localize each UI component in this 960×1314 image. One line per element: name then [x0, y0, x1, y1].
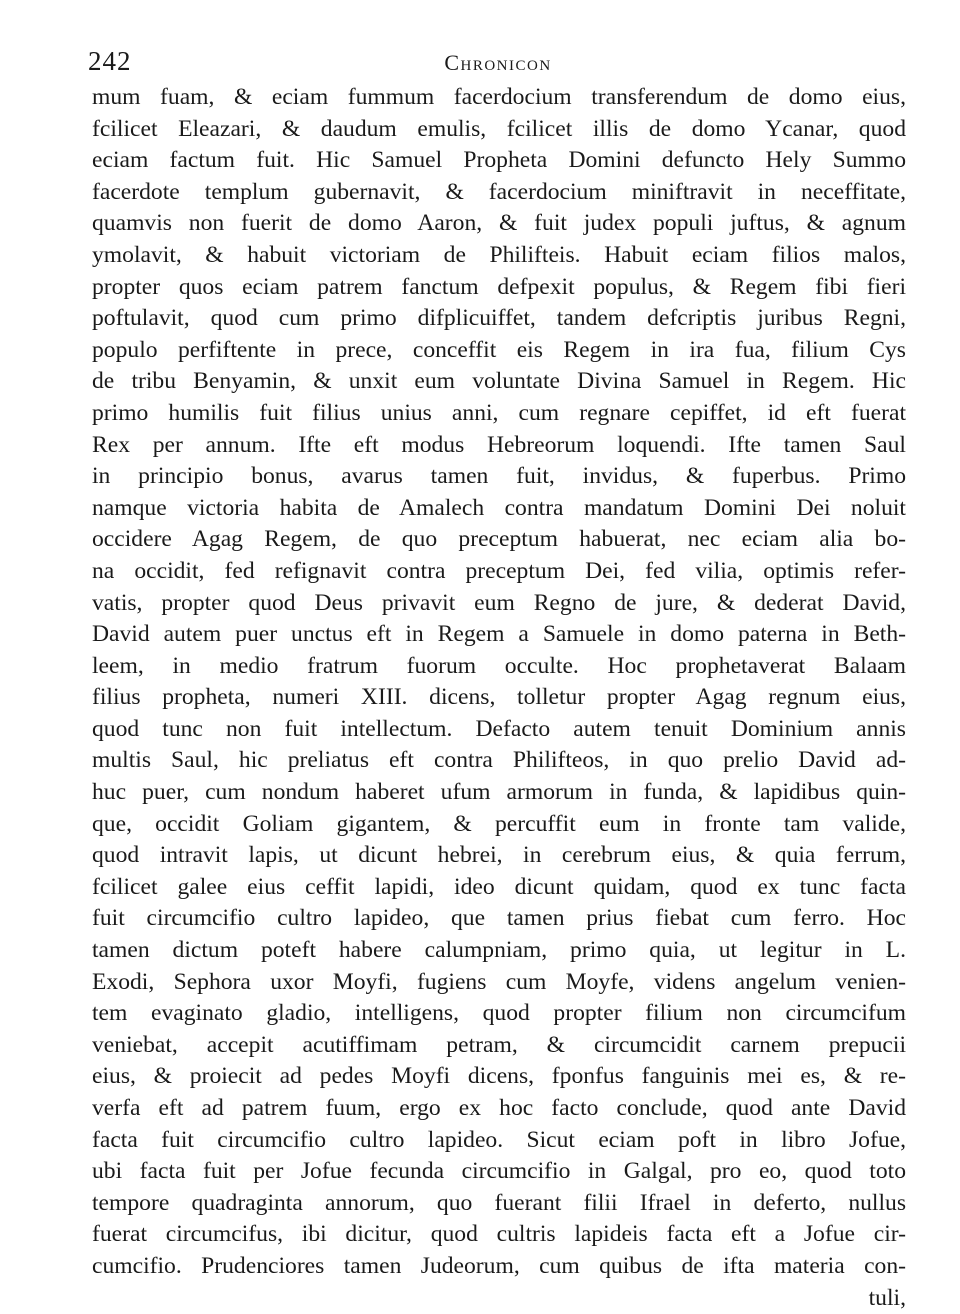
- text-line: quamvis non fuerit de domo Aaron, & fuit judex populi juftus, & agnum: [92, 210, 906, 237]
- text-line: fuerat circumcifus, ibi dicitur, quod cultris lapideis facta eft a Jofue cir-: [92, 1221, 906, 1248]
- page-header: [88, 44, 908, 78]
- text-line: tamen dictum poteft habere calumpniam, primo quia, ut legitur in L.: [92, 937, 906, 964]
- running-title: Chronicon: [444, 50, 552, 75]
- text-line: namque victoria habita de Amalech contra mandatum Domini Dei noluit: [92, 494, 906, 521]
- text-line: Exodi, Sephora uxor Moyfi, fugiens cum Moyfe, videns angelum venien-: [92, 968, 906, 995]
- text-line: in principio bonus, avarus tamen fuit, invidus, & fuperbus. Primo: [92, 463, 906, 490]
- text-line: multis Saul, hic preliatus eft contra Philifteos, in quo prelio David ad-: [92, 747, 906, 774]
- text-line: David autem puer unctus eft in Regem a Samuele in domo paterna in Beth-: [92, 621, 906, 648]
- text-line: mum fuam, & eciam fummum facerdocium transferendum de domo eius,: [92, 84, 906, 110]
- text-line: occidere Agag Regem, de quo preceptum habuerat, nec eciam alia bo-: [92, 526, 906, 553]
- text-line: facerdote templum gubernavit, & facerdocium miniftravit in neceffitate,: [92, 178, 906, 205]
- text-line: primo humilis fuit filius unius anni, cum regnare cepiffet, id eft fuerat: [92, 399, 906, 426]
- text-line: filius propheta, numeri XIII. dicens, tolletur propter Agag regnum eius,: [92, 684, 906, 711]
- text-line: fcilicet Eleazari, & daudum emulis, fcilicet illis de domo Ycanar, quod: [92, 115, 906, 142]
- text-line: huc puer, cum nondum haberet ufum armorum in funda, & lapidibus quin-: [92, 779, 906, 806]
- text-line: quod intravit lapis, ut dicunt hebrei, in cerebrum eius, & quia ferrum,: [92, 842, 906, 869]
- text-line: eius, & proiecit ad pedes Moyfi dicens, fponfus fanguinis mei es, & re-: [92, 1063, 906, 1090]
- text-line: tem evaginato gladio, intelligens, quod propter filium non circumcifum: [92, 1000, 906, 1027]
- text-line: fcilicet galee eius ceffit lapidi, ideo dicunt quidam, quod ex tunc facta: [92, 873, 906, 900]
- text-line: tempore quadraginta annorum, quo fuerant filii Ifrael in deferto, nullus: [92, 1189, 906, 1216]
- text-line: quod tunc non fuit intellectum. Defacto autem tenuit Dominium annis: [92, 715, 906, 742]
- text-line: facta fuit circumcifio cultro lapideo. Sicut eciam poft in libro Jofue,: [92, 1126, 906, 1153]
- text-line: leem, in medio fratrum fuorum occulte. Hoc prophetaverat Balaam: [92, 652, 906, 679]
- text-line: tuli,: [868, 1284, 906, 1311]
- text-line: veniebat, accepit acutiffimam petram, & circumcidit carnem prepucii: [92, 1031, 906, 1058]
- text-line: populo perfiftente in prece, conceffit eis Regem in ira fua, filium Cys: [92, 336, 906, 363]
- text-line: na occidit, fed refignavit contra preceptum Dei, fed vilia, optimis refer-: [92, 557, 906, 584]
- text-line: verfa eft ad patrem fuum, ergo ex hoc facto conclude, quod ante David: [92, 1095, 906, 1121]
- text-line: que, occidit Goliam gigantem, & percuffit eum in fronte tam valide,: [92, 810, 906, 837]
- text-line: Rex per annum. Ifte eft modus Hebreorum loquendi. Ifte tamen Saul: [92, 431, 906, 458]
- text-line: propter quos eciam patrem fanctum defpexit populus, & Regem fibi fieri: [92, 273, 906, 300]
- text-line: eciam factum fuit. Hic Samuel Propheta Domini defuncto Hely Summo: [92, 147, 906, 174]
- text-line: de tribu Benyamin, & unxit eum voluntate Divina Samuel in Regem. Hic: [92, 368, 906, 395]
- page-number: 242: [88, 46, 132, 76]
- text-line: cumcifio. Prudenciores tamen Judeorum, cum quibus de ifta materia con-: [92, 1252, 906, 1279]
- body-text: [92, 82, 906, 1314]
- text-line: vatis, propter quod Deus privavit eum Regno de jure, & dederat David,: [92, 589, 906, 616]
- text-line: ubi facta fuit per Jofue fecunda circumcifio in Galgal, pro eo, quod toto: [92, 1158, 906, 1185]
- text-line: fuit circumcifio cultro lapideo, que tamen prius fiebat cum ferro. Hoc: [92, 905, 906, 932]
- text-line: ymolavit, & habuit victoriam de Philifteis. Habuit eciam filios malos,: [92, 241, 906, 268]
- text-line: poftulavit, quod cum primo difplicuiffet, tandem defcriptis juribus Regni,: [92, 305, 906, 332]
